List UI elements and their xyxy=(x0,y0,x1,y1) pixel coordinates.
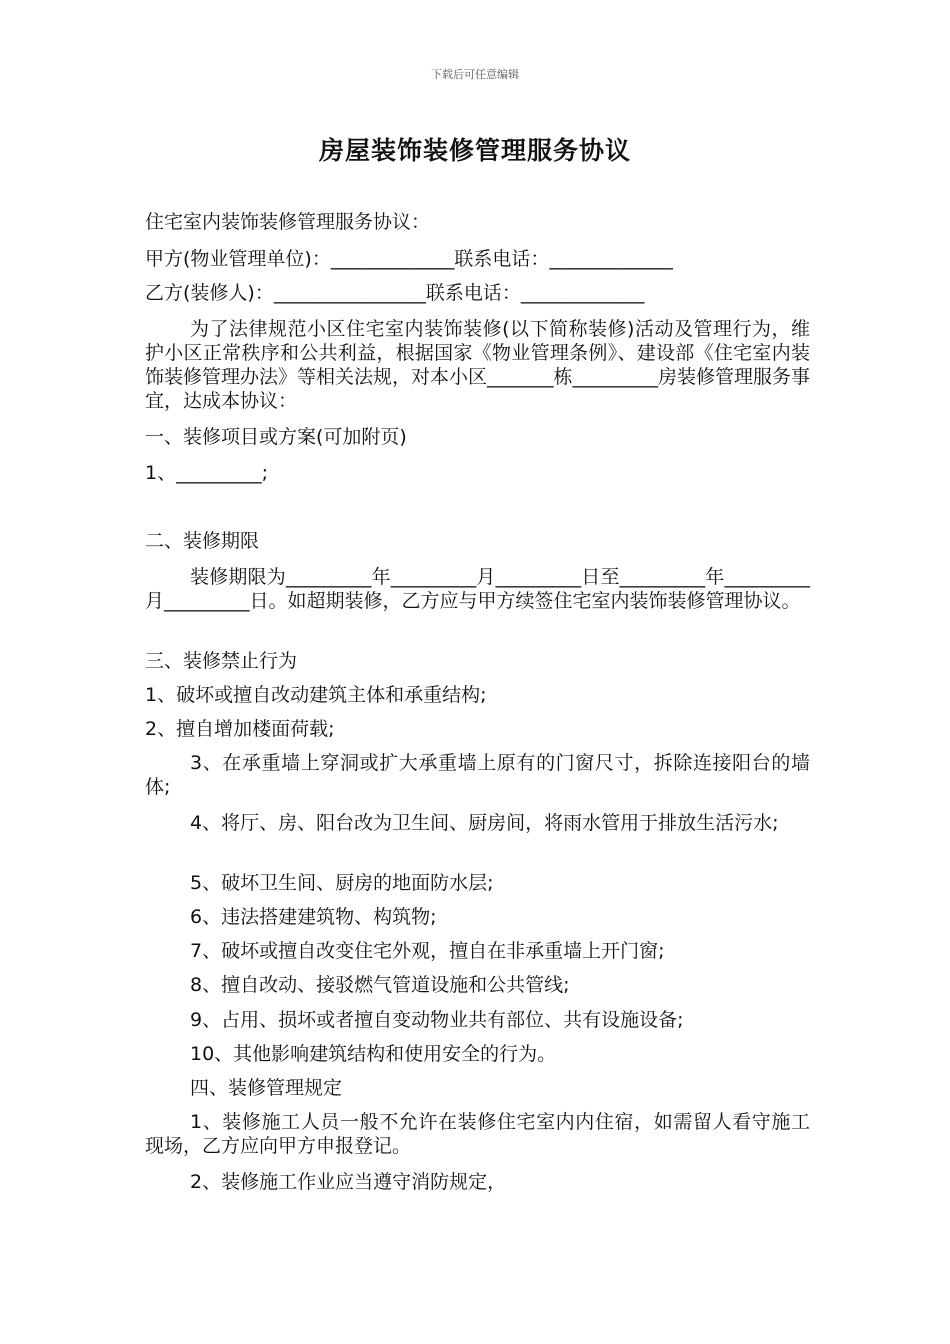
section3-item-9: 9、占用、损坏或者擅自变动物业共有部位、共有设施设备; xyxy=(190,1009,684,1031)
section4-item-1: 1、装修施工人员一般不允许在装修住宅室内内住宿，如需留人看守施工现场，乙方应向甲方申报登记。 xyxy=(145,1111,810,1157)
section3-item-7: 7、破坏或擅自改变住宅外观，擅自在非承重墙上开门窗; xyxy=(190,940,665,962)
section3-item-4: 4、将厅、房、阳台改为卫生间、厨房间，将雨水管用于排放生活污水; xyxy=(190,812,779,834)
document-title: 房屋装饰装修管理服务协议 xyxy=(318,136,631,165)
section3-item-2: 2、擅自增加楼面荷载; xyxy=(145,718,335,740)
section4-item-2: 2、装修施工作业应当遵守消防规定， xyxy=(190,1171,507,1193)
section3-heading: 三、装修禁止行为 xyxy=(145,650,298,672)
intro-label: 住宅室内装饰装修管理服务协议： xyxy=(145,211,431,233)
section3-item-8: 8、擅自改动、接驳燃气管道设施和公共管线; xyxy=(190,974,570,996)
section3-item-10: 10、其他影响建筑结构和使用安全的行为。 xyxy=(190,1043,557,1065)
section2-heading: 二、装修期限 xyxy=(145,530,260,552)
party-a-line: 甲方(物业管理单位)：_____________联系电话：_____________ xyxy=(145,248,673,270)
section1-heading: 一、装修项目或方案(可加附页) xyxy=(145,426,407,448)
section1-item1: 1、_________; xyxy=(145,462,268,484)
section3-item-1: 1、破坏或擅自改动建筑主体和承重结构; xyxy=(145,684,487,706)
party-b-line: 乙方(装修人)：________________联系电话：_____________ xyxy=(145,282,645,304)
preamble-paragraph: 为了法律规范小区住宅室内装饰装修(以下简称装修)活动及管理行为，维护小区正常秩序和公共利益，根据国家《物业管理条例》、建设部《住宅室内装饰装修管理办法》等相关法规，对本小区_______栋_________房装修管理服务事宜，达成本协议： xyxy=(145,318,811,412)
section4-heading: 四、装修管理规定 xyxy=(190,1077,343,1099)
section3-item-6: 6、违法搭建建筑物、构筑物; xyxy=(190,906,437,928)
section2-text: 装修期限为_________年_________月_________日至_________年_________月_________日。如超期装修，乙方应与甲方续签住宅室内装饰装修管理协议。 xyxy=(145,566,810,612)
section3-item-3: 3、在承重墙上穿洞或扩大承重墙上原有的门窗尺寸，拆除连接阳台的墙体; xyxy=(145,752,810,798)
section3-item-5: 5、破坏卫生间、厨房的地面防水层; xyxy=(190,872,494,894)
header-note: 下载后可任意编辑 xyxy=(431,68,519,81)
